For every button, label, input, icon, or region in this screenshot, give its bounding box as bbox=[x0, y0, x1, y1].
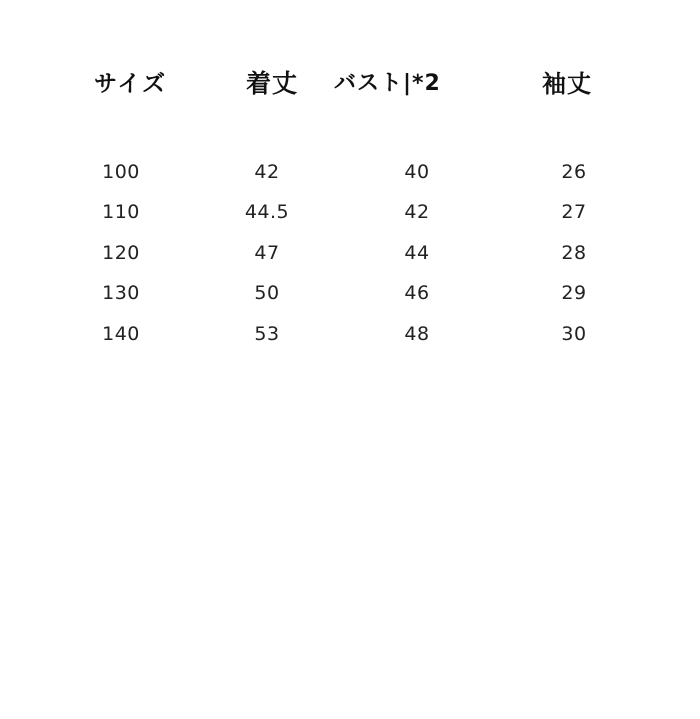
cell-sleeve: 27 bbox=[561, 201, 587, 223]
cell-bust: 42 bbox=[404, 201, 430, 223]
cell-size: 130 bbox=[102, 282, 140, 304]
cell-length: 44.5 bbox=[244, 201, 290, 223]
header-length: 着丈 bbox=[246, 69, 299, 98]
header-sleeve: 袖丈 bbox=[542, 70, 617, 98]
cell-size: 110 bbox=[102, 201, 140, 223]
cell-length: 53 bbox=[254, 323, 280, 345]
cell-size: 100 bbox=[102, 161, 140, 183]
cell-sleeve: 29 bbox=[561, 282, 587, 304]
cell-bust: 44 bbox=[404, 242, 430, 264]
cell-length: 50 bbox=[254, 282, 280, 304]
cell-bust: 46 bbox=[404, 282, 430, 304]
cell-sleeve: 30 bbox=[561, 323, 587, 345]
cell-length: 42 bbox=[254, 161, 280, 183]
cell-size: 120 bbox=[102, 242, 140, 264]
cell-length: 47 bbox=[254, 242, 280, 264]
cell-size: 140 bbox=[102, 323, 140, 345]
cell-sleeve: 28 bbox=[561, 242, 587, 264]
header-bust: バスト|*2 bbox=[334, 71, 441, 96]
cell-bust: 48 bbox=[404, 323, 430, 345]
cell-sleeve: 26 bbox=[561, 161, 587, 183]
cell-bust: 40 bbox=[404, 161, 430, 183]
header-size: サイズ bbox=[94, 71, 168, 97]
